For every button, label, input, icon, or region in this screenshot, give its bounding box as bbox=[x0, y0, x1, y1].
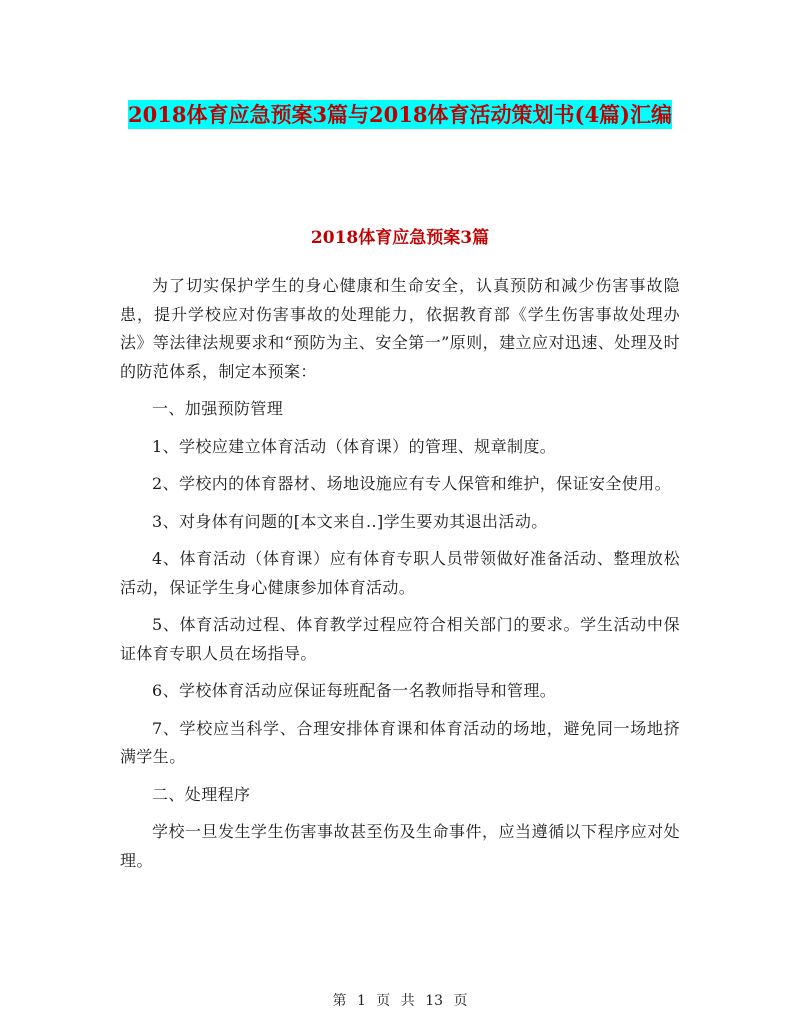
paragraph: 学校一旦发生学生伤害事故甚至伤及生命事件，应当遵循以下程序应对处理。 bbox=[120, 822, 680, 870]
paragraph: 1、学校应建立体育活动（体育课）的管理、规章制度。 bbox=[152, 436, 557, 456]
paragraph: 2、学校内的体育器材、场地设施应有专人保管和维护，保证安全使用。 bbox=[152, 474, 671, 493]
paragraph: 4、体育活动（体育课）应有体育专职人员带领做好准备活动、整理放松活动，保证学生身心健康参加体育活动。 bbox=[120, 549, 680, 597]
paragraph: 3、对身体有问题的[本文来自..]学生要劝其退出活动。 bbox=[152, 511, 548, 531]
paragraph: 一、加强预防管理 bbox=[152, 399, 284, 418]
paragraph: 5、体育活动过程、体育教学过程应符合相关部门的要求。学生活动中保证体育专职人员在场指导。 bbox=[120, 615, 680, 663]
document-title-text: 2018体育应急预案3篇与2018体育活动策划书(4篇)汇编 bbox=[128, 102, 672, 127]
paragraph: 6、学校体育活动应保证每班配备一名教师指导和管理。 bbox=[152, 681, 557, 700]
paragraph: 7、学校应当科学、合理安排体育课和体育活动的场地，避免同一场地挤满学生。 bbox=[120, 718, 680, 766]
paragraph: 二、处理程序 bbox=[152, 784, 251, 804]
paragraph: 为了切实保护学生的身心健康和生命安全，认真预防和减少伤害事故隐患，提升学校应对伤害事故的处理能力，依据教育部《学生伤害事故处理办法》等法律法规要求和“预防为主、安全第一”原则，建立应对迅速、处理及时的防范体系，制定本预案： bbox=[120, 276, 680, 381]
page-number-footer: 第 1 页 共 13 页 bbox=[332, 993, 468, 1009]
document-title bbox=[120, 92, 680, 138]
document-body bbox=[120, 272, 680, 884]
section-title: 2018体育应急预案3篇 bbox=[310, 228, 490, 248]
